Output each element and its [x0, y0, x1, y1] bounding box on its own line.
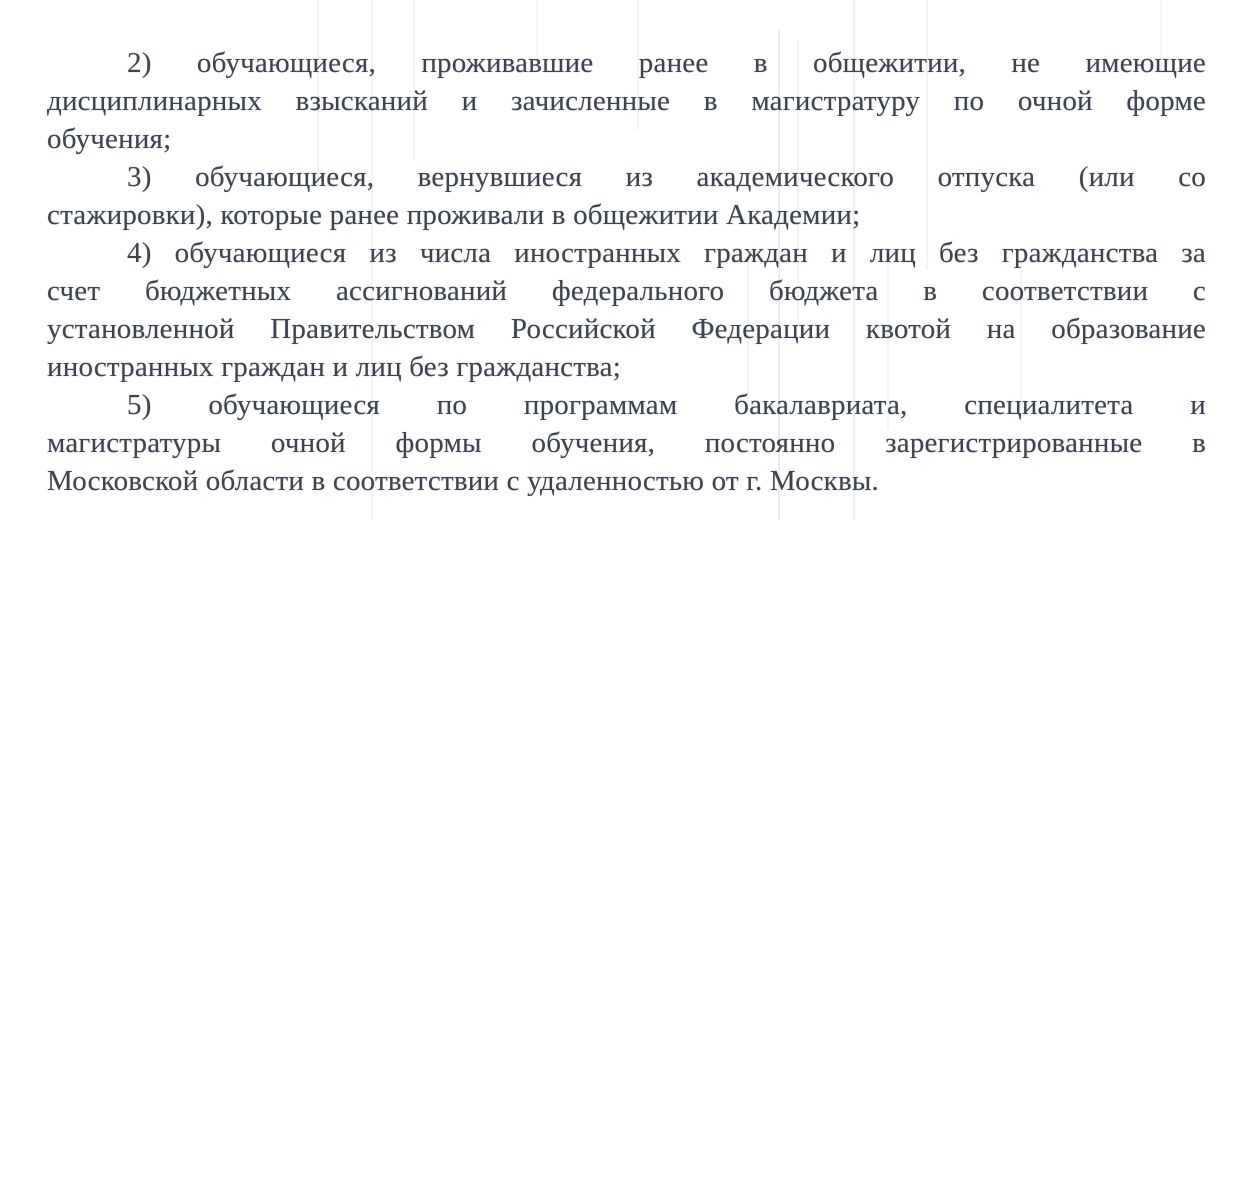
- text-line: магистратуры очной формы обучения, постоянно зарегистрированные в: [47, 427, 1206, 459]
- text-line: обучения;: [47, 123, 172, 155]
- text-line: иностранных граждан и лиц без гражданства;: [47, 351, 621, 383]
- text-line: Московской области в соответствии с удаленностью от г. Москвы.: [47, 465, 880, 497]
- paragraph-5: [47, 386, 1206, 500]
- document-text: [47, 44, 1206, 500]
- paragraph-2: [47, 44, 1206, 158]
- text-line: дисциплинарных взысканий и зачисленные в магистратуру по очной форме: [47, 85, 1206, 117]
- paragraph-4: [47, 234, 1206, 386]
- text-line: 3) обучающиеся, вернувшиеся из академического отпуска (или со: [127, 161, 1206, 193]
- text-line: 4) обучающиеся из числа иностранных граждан и лиц без гражданства за: [127, 237, 1206, 269]
- text-line: 5) обучающиеся по программам бакалавриата, специалитета и: [127, 389, 1206, 421]
- text-line: установленной Правительством Российской Федерации квотой на образование: [47, 313, 1206, 345]
- text-line: 2) обучающиеся, проживавшие ранее в общежитии, не имеющие: [127, 47, 1206, 79]
- text-line: стажировки), которые ранее проживали в общежитии Академии;: [47, 199, 861, 231]
- text-line: счет бюджетных ассигнований федерального бюджета в соответствии с: [47, 275, 1206, 307]
- paragraph-3: [47, 158, 1206, 234]
